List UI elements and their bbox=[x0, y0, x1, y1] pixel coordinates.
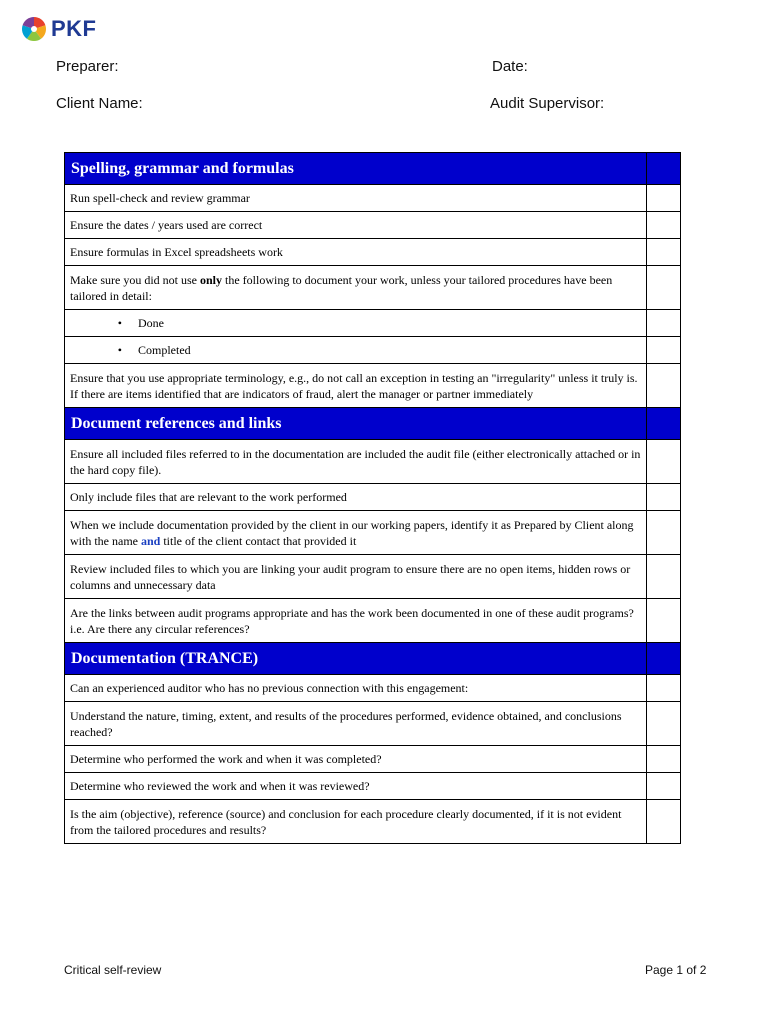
section-title: Document references and links bbox=[65, 408, 647, 440]
checklist-checkbox-cell[interactable] bbox=[647, 746, 681, 773]
checklist-item-text: Are the links between audit programs appropriate and has the work been documented in one of these audit programs? i.e. Are there any circular references? bbox=[65, 599, 647, 643]
checklist-row bbox=[65, 212, 681, 239]
checklist-bullet-item: • Done bbox=[65, 310, 647, 337]
checklist-checkbox-cell[interactable] bbox=[647, 212, 681, 239]
section-check-cell bbox=[647, 408, 681, 440]
checklist-row bbox=[65, 599, 681, 643]
checklist-checkbox-cell[interactable] bbox=[647, 555, 681, 599]
footer-title: Critical self-review bbox=[64, 963, 162, 977]
audit-supervisor-label: Audit Supervisor: bbox=[490, 95, 605, 112]
checklist-item-text: Ensure all included files referred to in the documentation are included the audit file (either electronically attached or in the hard copy file). bbox=[65, 440, 647, 484]
checklist-checkbox-cell[interactable] bbox=[647, 364, 681, 408]
checklist-row bbox=[65, 239, 681, 266]
checklist-checkbox-cell[interactable] bbox=[647, 511, 681, 555]
pkf-logo-icon bbox=[21, 16, 47, 42]
checklist-checkbox-cell[interactable] bbox=[647, 310, 681, 337]
checklist-checkbox-cell[interactable] bbox=[647, 599, 681, 643]
checklist-item-text: Review included files to which you are linking your audit program to ensure there are no open items, hidden rows or columns and unnecessary data bbox=[65, 555, 647, 599]
checklist-item-text: Understand the nature, timing, extent, and results of the procedures performed, evidence obtained, and conclusions reached? bbox=[65, 702, 647, 746]
date-label: Date: bbox=[492, 58, 528, 75]
review-checklist-table bbox=[64, 152, 681, 844]
bullet-icon: • bbox=[117, 343, 122, 357]
pkf-logo bbox=[21, 16, 97, 42]
page-number: Page 1 of 2 bbox=[645, 963, 707, 977]
logo-text: PKF bbox=[51, 16, 97, 41]
checklist-row bbox=[65, 800, 681, 844]
section-header-spelling bbox=[65, 153, 681, 185]
bullet-icon: • bbox=[117, 316, 122, 330]
checklist-checkbox-cell[interactable] bbox=[647, 440, 681, 484]
checklist-row bbox=[65, 675, 681, 702]
checklist-item-text: Ensure formulas in Excel spreadsheets work bbox=[65, 239, 647, 266]
checklist-item-text: Run spell-check and review grammar bbox=[65, 185, 647, 212]
checklist-checkbox-cell[interactable] bbox=[647, 185, 681, 212]
checklist-row bbox=[65, 555, 681, 599]
checklist-checkbox-cell[interactable] bbox=[647, 337, 681, 364]
checklist-item-text: Determine who performed the work and when it was completed? bbox=[65, 746, 647, 773]
checklist-item-text: Make sure you did not use only the following to document your work, unless your tailored procedures have been tailored in detail: bbox=[65, 266, 647, 310]
section-title: Spelling, grammar and formulas bbox=[65, 153, 647, 185]
checklist-row bbox=[65, 746, 681, 773]
checklist-row bbox=[65, 364, 681, 408]
checklist-checkbox-cell[interactable] bbox=[647, 239, 681, 266]
checklist-row bbox=[65, 310, 681, 337]
checklist-row bbox=[65, 337, 681, 364]
section-header-documentation-trance bbox=[65, 643, 681, 675]
checklist-checkbox-cell[interactable] bbox=[647, 800, 681, 844]
section-check-cell bbox=[647, 643, 681, 675]
checklist-row bbox=[65, 702, 681, 746]
checklist-row bbox=[65, 440, 681, 484]
section-header-document-references bbox=[65, 408, 681, 440]
checklist-checkbox-cell[interactable] bbox=[647, 484, 681, 511]
checklist-bullet-item: • Completed bbox=[65, 337, 647, 364]
checklist-row bbox=[65, 185, 681, 212]
checklist-checkbox-cell[interactable] bbox=[647, 675, 681, 702]
checklist-row bbox=[65, 266, 681, 310]
preparer-label: Preparer: bbox=[56, 58, 119, 75]
checklist-checkbox-cell[interactable] bbox=[647, 266, 681, 310]
checklist-item-text: Ensure that you use appropriate terminology, e.g., do not call an exception in testing an "irregularity" unless it truly is. If there are items identified that are indicators of fraud, alert the manager or partner immediately bbox=[65, 364, 647, 408]
checklist-item-text: Can an experienced auditor who has no previous connection with this engagement: bbox=[65, 675, 647, 702]
checklist-row bbox=[65, 773, 681, 800]
checklist-item-text: Is the aim (objective), reference (source) and conclusion for each procedure clearly documented, if it is not evident from the tailored procedures and results? bbox=[65, 800, 647, 844]
checklist-row bbox=[65, 511, 681, 555]
checklist-item-text: When we include documentation provided by the client in our working papers, identify it as Prepared by Client along with the name and title of the client contact that provided it bbox=[65, 511, 647, 555]
checklist-item-text: Only include files that are relevant to the work performed bbox=[65, 484, 647, 511]
checklist-item-text: Ensure the dates / years used are correct bbox=[65, 212, 647, 239]
checklist-checkbox-cell[interactable] bbox=[647, 773, 681, 800]
checklist-row bbox=[65, 484, 681, 511]
checklist-checkbox-cell[interactable] bbox=[647, 702, 681, 746]
checklist-item-text: Determine who reviewed the work and when it was reviewed? bbox=[65, 773, 647, 800]
client-name-label: Client Name: bbox=[56, 95, 143, 112]
section-title: Documentation (TRANCE) bbox=[65, 643, 647, 675]
section-check-cell bbox=[647, 153, 681, 185]
